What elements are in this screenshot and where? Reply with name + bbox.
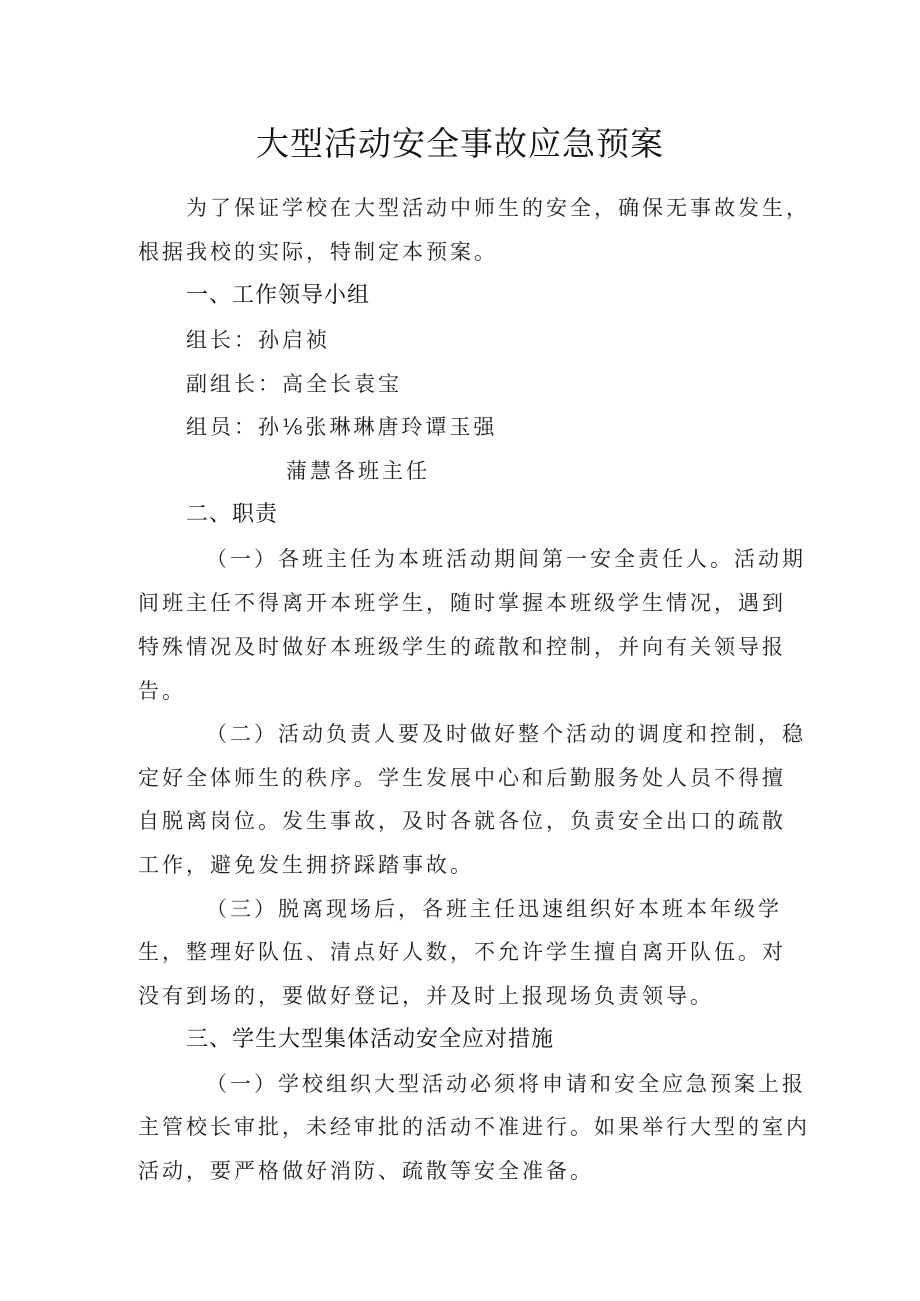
section-1-heading: 一、工作领导小组 <box>186 283 371 308</box>
members-line-continued: 蒲慧各班主任 <box>286 459 430 483</box>
duty-2-line-3: 自脱离岗位。发生事故，及时各就各位，负责安全出口的疏散 <box>138 809 786 833</box>
duty-3-line-2: 生，整理好队伍、清点好人数，不允许学生擅自离开队伍。对 <box>138 940 786 964</box>
duty-1-line-3: 特殊情况及时做好本班级学生的疏散和控制，并向有关领导报 <box>138 635 786 659</box>
intro-line-2: 根据我校的实际，特制定本预案。 <box>138 240 498 264</box>
duty-2-line-2: 定好全体师生的秩序。学生发展中心和后勤服务处人员不得擅 <box>138 766 786 790</box>
section-3-heading: 三、学生大型集体活动安全应对措施 <box>186 1027 555 1052</box>
members-line: 组员：孙⅛张琳琳唐玲谭玉强 <box>186 415 498 439</box>
duty-3-line-1: （三）脱离现场后，各班主任迅速组织好本班本年级学 <box>206 897 782 921</box>
duty-1-line-1: （一）各班主任为本班活动期间第一安全责任人。活动期 <box>206 547 806 571</box>
document-title: 大型活动安全事故应急预案 <box>256 124 664 163</box>
section-2-heading: 二、职责 <box>186 502 279 527</box>
intro-line-1: 为了保证学校在大型活动中师生的安全，确保无事故发生， <box>186 196 810 220</box>
duty-3-line-3: 没有到场的，要做好登记，并及时上报现场负责领导。 <box>138 984 714 1008</box>
duty-1-line-4: 告。 <box>138 679 186 703</box>
duty-1-line-2: 间班主任不得离开本班学生，随时掌握本班级学生情况，遇到 <box>138 591 786 615</box>
vice-leader-line: 副组长：高全长袁宝 <box>186 372 402 396</box>
measure-1-line-2: 主管校长审批，未经审批的活动不准进行。如果举行大型的室内 <box>138 1115 810 1139</box>
measure-1-line-3: 活动，要严格做好消防、疏散等安全准备。 <box>138 1159 594 1183</box>
leader-line: 组长：孙启祯 <box>186 328 330 352</box>
measure-1-line-1: （一）学校组织大型活动必须将申请和安全应急预案上报 <box>206 1072 806 1096</box>
duty-2-line-1: （二）活动负责人要及时做好整个活动的调度和控制，稳 <box>206 722 806 746</box>
duty-2-line-4: 工作，避免发生拥挤踩踏事故。 <box>138 853 474 877</box>
